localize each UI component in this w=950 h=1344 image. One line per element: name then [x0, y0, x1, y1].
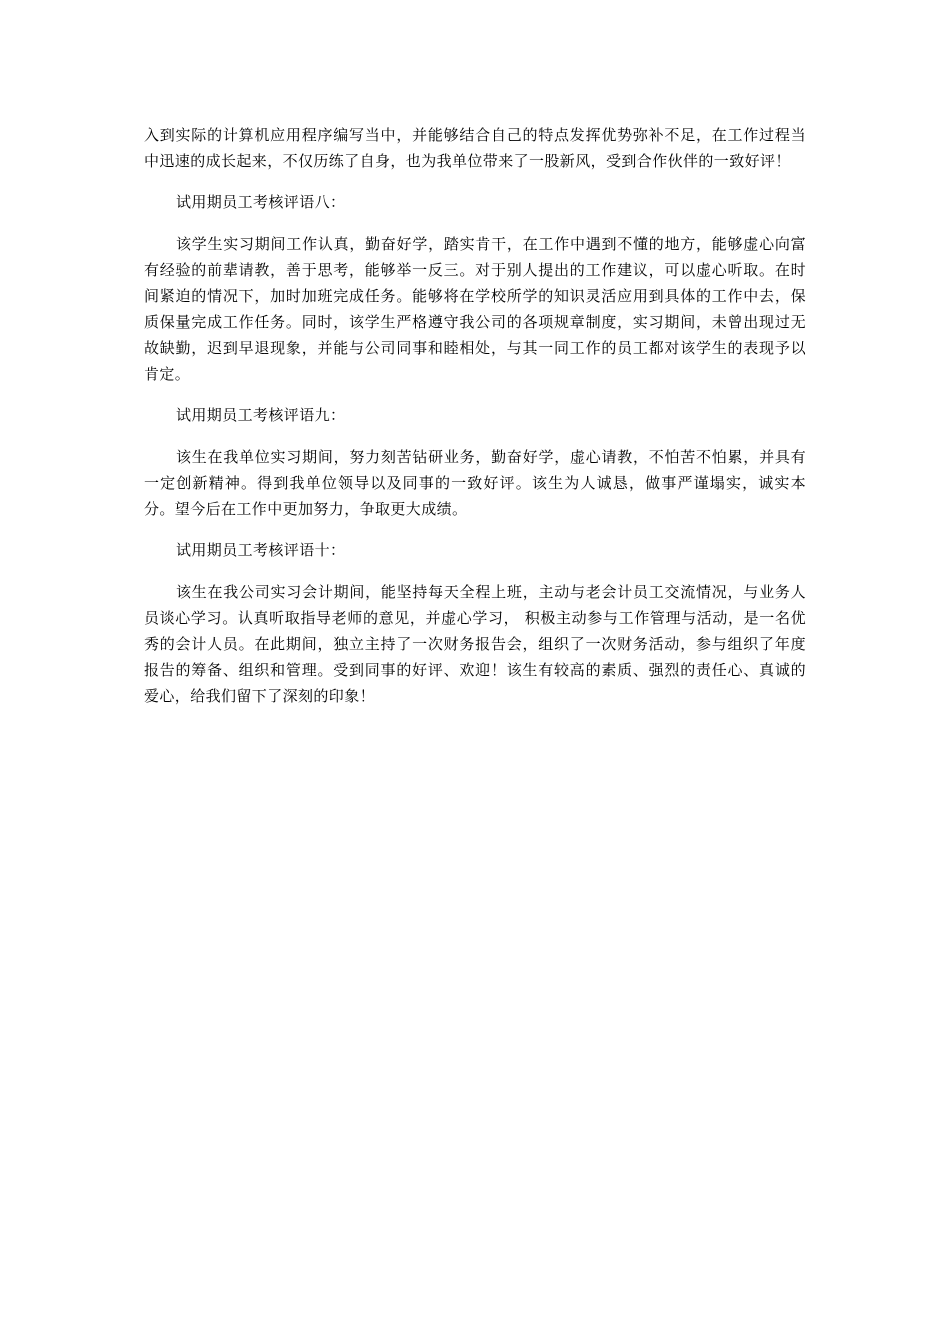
document-page — [144, 122, 806, 709]
section-heading-10: 试用期员工考核评语十： — [176, 541, 346, 559]
section-body-9: 该生在我单位实习期间，努力刻苦钻研业务，勤奋好学，虚心请教，不怕苦不怕累，并具有一定创新精神。得到我单位领导以及同事的一致好评。该生为人诚恳，做事严谨塌实，诚实本分。望今后在工作中更加努力，争取更大成绩。 — [144, 448, 806, 518]
continuation-paragraph: 入到实际的计算机应用程序编写当中，并能够结合自己的特点发挥优势弥补不足，在工作过程当中迅速的成长起来，不仅历练了自身，也为我单位带来了一股新风，受到合作伙伴的一致好评！ — [144, 126, 806, 170]
spacer — [144, 215, 806, 231]
spacer — [144, 428, 806, 444]
section-heading-9: 试用期员工考核评语九： — [176, 406, 346, 424]
spacer — [144, 387, 806, 402]
spacer — [144, 174, 806, 189]
section-body-10: 该生在我公司实习会计期间，能坚持每天全程上班，主动与老会计员工交流情况，与业务人员谈心学习。认真听取指导老师的意见，并虚心学习， 积极主动参与工作管理与活动，是一名优秀的会计人员。在此期间，独立主持了一次财务报告会，组织了一次财务活动，参与组织了年度报告的筹备、组织和管理。受到同事的好评、欢迎！该生有较高的素质、强烈的责任心、真诚的爱心，给我们留下了深刻的印象！ — [144, 583, 806, 705]
spacer — [144, 563, 806, 579]
section-heading-8: 试用期员工考核评语八： — [176, 193, 346, 211]
section-body-8: 该学生实习期间工作认真，勤奋好学，踏实肯干，在工作中遇到不懂的地方，能够虚心向富有经验的前辈请教，善于思考，能够举一反三。对于别人提出的工作建议，可以虚心听取。在时间紧迫的情况下，加时加班完成任务。能够将在学校所学的知识灵活应用到具体的工作中去，保质保量完成工作任务。同时，该学生严格遵守我公司的各项规章制度，实习期间，未曾出现过无故缺勤，迟到早退现象，并能与公司同事和睦相处，与其一同工作的员工都对该学生的表现予以肯定。 — [144, 235, 806, 383]
spacer — [144, 522, 806, 537]
